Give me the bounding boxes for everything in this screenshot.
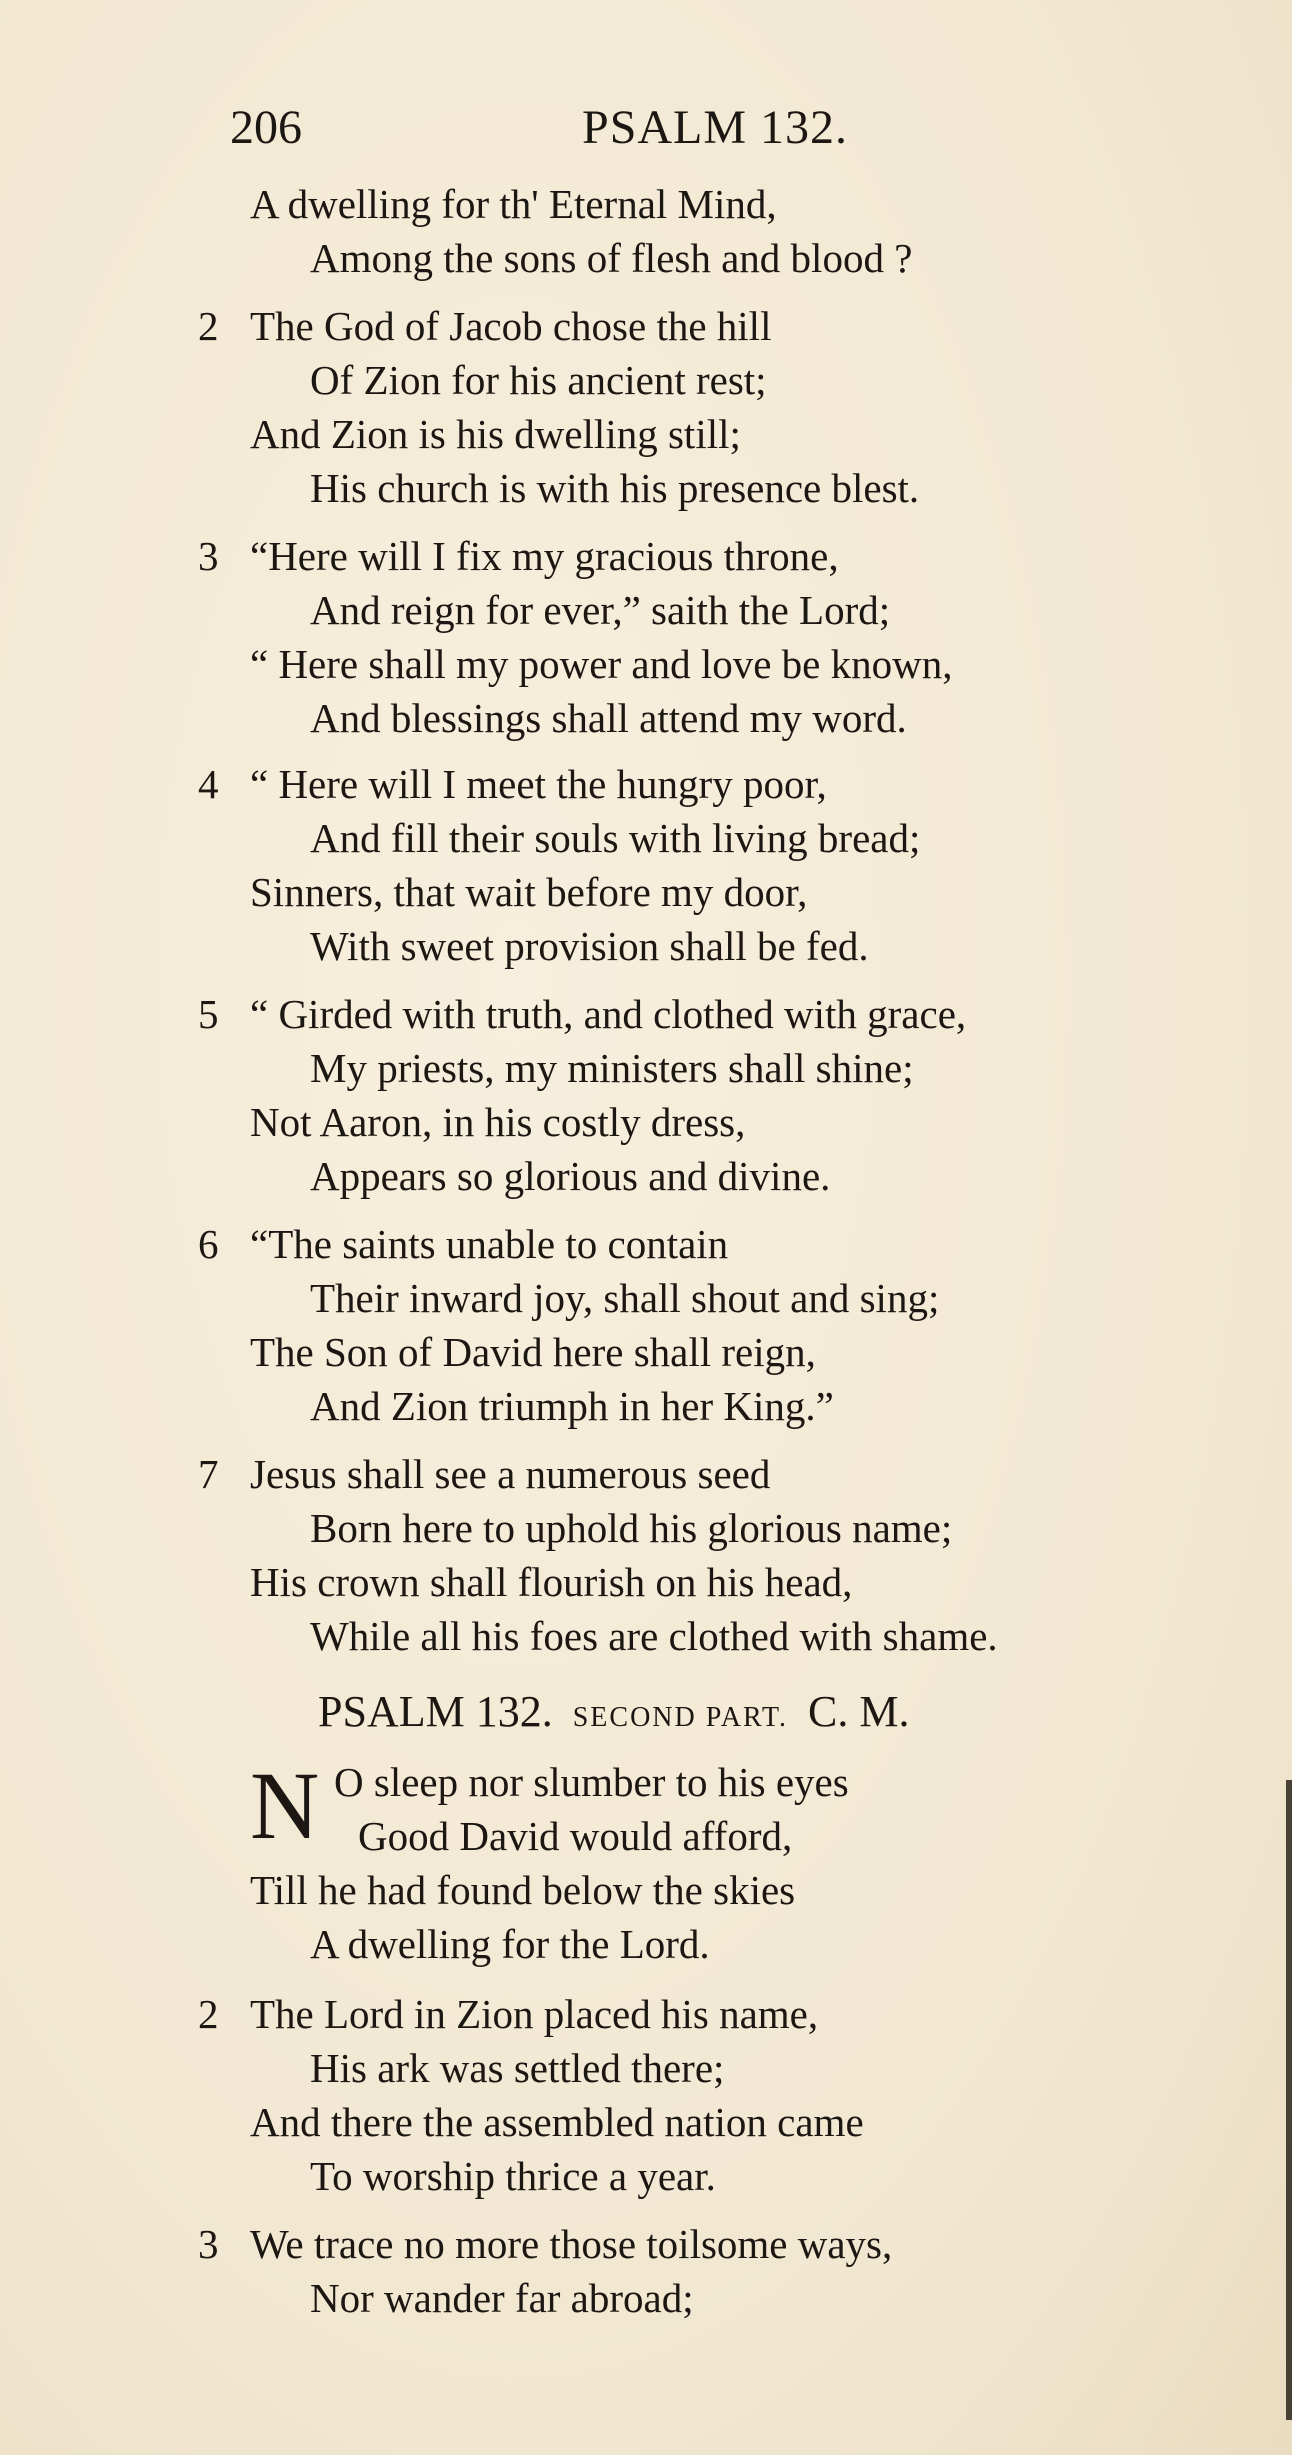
hymn-line: With sweet provision shall be fed.	[310, 923, 869, 969]
verse-number: 3	[198, 533, 219, 579]
hymn-line: The God of Jacob chose the hill	[250, 303, 772, 349]
hymn-line: His church is with his presence blest.	[310, 465, 920, 511]
hymn-line: “ Girded with truth, and clothed with grace,	[250, 991, 967, 1037]
verse-number: 3	[198, 2221, 219, 2267]
section-heading	[318, 1684, 909, 1746]
verse-number: 7	[198, 1451, 219, 1497]
hymn-line: “ Here will I meet the hungry poor,	[250, 761, 827, 807]
hymn-line: Among the sons of flesh and blood ?	[310, 235, 913, 281]
hymn-line: Sinners, that wait before my door,	[250, 869, 808, 915]
hymn-line: “The saints unable to contain	[250, 1221, 729, 1267]
page-edge-shadow	[1286, 1780, 1292, 2420]
drop-cap: N	[250, 1752, 320, 1859]
hymn-line: And blessings shall attend my word.	[310, 695, 907, 741]
hymn-line: Appears so glorious and divine.	[310, 1153, 831, 1199]
verse-number: 5	[198, 991, 219, 1037]
hymn-line: And Zion is his dwelling still;	[250, 411, 741, 457]
section-meter: C. M.	[807, 1687, 910, 1736]
hymn-line: The Lord in Zion placed his name,	[250, 1991, 819, 2037]
hymn-line: Born here to uphold his glorious name;	[310, 1505, 953, 1551]
hymn-line: O sleep nor slumber to his eyes	[334, 1759, 849, 1805]
hymn-line: And there the assembled nation came	[250, 2099, 864, 2145]
hymn-line: Their inward joy, shall shout and sing;	[310, 1275, 940, 1321]
hymn-line: Jesus shall see a numerous seed	[250, 1451, 771, 1497]
hymn-line: Good David would afford,	[358, 1813, 793, 1859]
verse-number: 6	[198, 1221, 219, 1267]
hymn-line: Nor wander far abroad;	[310, 2275, 694, 2321]
hymn-line: Till he had found below the skies	[250, 1867, 796, 1913]
verse-number: 4	[198, 761, 219, 807]
hymn-line: And reign for ever,” saith the Lord;	[310, 587, 891, 633]
running-head: PSALM 132.	[582, 101, 849, 154]
hymn-line: And Zion triumph in her King.”	[310, 1383, 834, 1429]
section-title: PSALM 132.	[318, 1687, 553, 1736]
hymn-line: While all his foes are clothed with shame.	[310, 1613, 998, 1659]
hymn-line: A dwelling for the Lord.	[310, 1921, 710, 1967]
verse-number: 2	[198, 303, 219, 349]
hymn-line: And fill their souls with living bread;	[310, 815, 921, 861]
hymn-line: Of Zion for his ancient rest;	[310, 357, 767, 403]
hymn-line: My priests, my ministers shall shine;	[310, 1045, 914, 1091]
hymn-line: We trace no more those toilsome ways,	[250, 2221, 893, 2267]
verse-number: 2	[198, 1991, 219, 2037]
hymn-line: His crown shall flourish on his head,	[250, 1559, 853, 1605]
section-subtitle: SECOND PART.	[572, 1702, 788, 1733]
hymn-line: Not Aaron, in his costly dress,	[250, 1099, 746, 1145]
hymn-line: His ark was settled there;	[310, 2045, 725, 2091]
page-number: 206	[230, 101, 302, 154]
hymn-line: “ Here shall my power and love be known,	[250, 641, 953, 687]
page-header	[230, 100, 1030, 160]
hymn-line: “Here will I fix my gracious throne,	[250, 533, 839, 579]
hymn-line: A dwelling for th' Eternal Mind,	[250, 181, 777, 227]
hymn-line: The Son of David here shall reign,	[250, 1329, 816, 1375]
hymn-line: To worship thrice a year.	[310, 2153, 716, 2199]
